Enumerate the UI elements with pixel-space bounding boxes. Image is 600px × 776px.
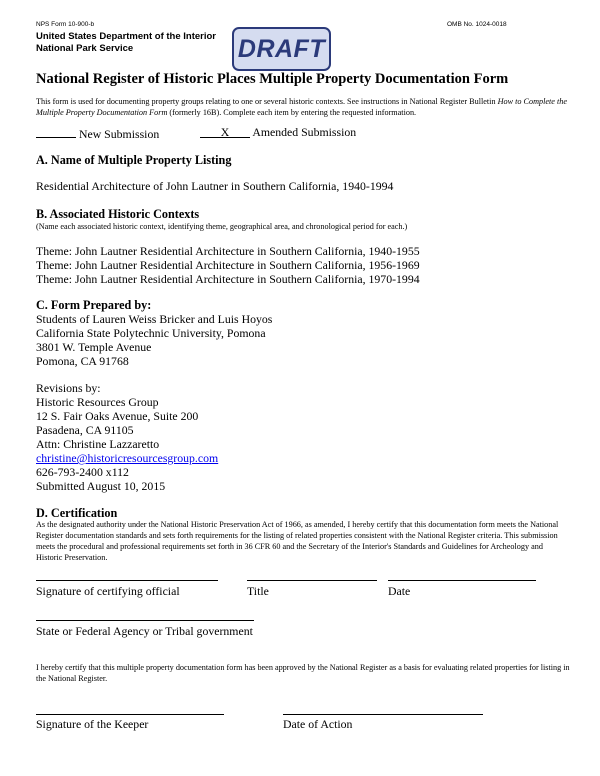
omb-number: OMB No. 1024-0018 (447, 21, 507, 28)
preparer-line: Pomona, CA 91768 (36, 354, 129, 368)
new-submission-label: New Submission (78, 127, 160, 141)
date-line[interactable] (388, 580, 536, 581)
draft-stamp (232, 27, 331, 71)
intro-text-end: (formerly 16B). Complete each item by entering the requested information. (167, 108, 417, 117)
amended-submission-mark: X (200, 125, 250, 138)
submitted-date: Submitted August 10, 2015 (36, 479, 166, 493)
title-line[interactable] (247, 580, 377, 581)
intro-text (36, 96, 570, 118)
page-title: National Register of Historic Places Multiple Property Documentation Form (36, 71, 509, 87)
approval-text: I hereby certify that this multiple property documentation form has been approved by the National Register as a basis for evaluating related properties for listing in the National Register. (36, 663, 570, 683)
section-b-instructions: (Name each associated historic context, identifying theme, geographical area, and chronological period for each.) (36, 222, 408, 231)
amended-submission-option[interactable] (200, 125, 356, 140)
revision-line: Attn: Christine Lazzaretto (36, 437, 160, 451)
date-label: Date (388, 584, 411, 598)
official-signature-label: Signature of certifying official (36, 584, 180, 598)
section-b-heading: B. Associated Historic Contexts (36, 207, 200, 221)
service-name: National Park Service (36, 43, 134, 54)
revisions-label: Revisions by: (36, 381, 101, 395)
new-submission-mark (36, 125, 76, 138)
amended-submission-label: Amended Submission (252, 125, 357, 139)
certification-text: As the designated authority under the National Historic Preservation Act of 1966, as amended, I hereby certify that this documentation form meets the National Register documentation standards and sets forth requirements for the listing of related properties consistent with the National Register criteria. This submission meets the procedural and professional requirements set forth in 36 CFR 60 and the Secretary of the Interior's Standards and Guidelines for Archeology and Historic Preservation. (36, 520, 559, 562)
form-number: NPS Form 10-900-b (36, 21, 95, 28)
revision-line: Historic Resources Group (36, 395, 159, 409)
keeper-signature-label: Signature of the Keeper (36, 717, 149, 731)
section-a-heading: A. Name of Multiple Property Listing (36, 153, 232, 167)
new-submission-option[interactable] (36, 125, 159, 142)
preparer-line: 3801 W. Temple Avenue (36, 340, 152, 354)
revision-line: 12 S. Fair Oaks Avenue, Suite 200 (36, 409, 199, 423)
revision-line: Pasadena, CA 91105 (36, 423, 134, 437)
preparer-line: Students of Lauren Weiss Bricker and Luis Hoyos (36, 312, 273, 326)
agency-line[interactable] (36, 620, 254, 621)
preparer-line: California State Polytechnic University, Pomona (36, 326, 266, 340)
section-c-heading: C. Form Prepared by: (36, 298, 152, 312)
action-date-line[interactable] (283, 714, 483, 715)
contact-email-link[interactable]: christine@historicresourcesgroup.com (36, 451, 219, 465)
section-d-heading: D. Certification (36, 506, 118, 520)
intro-text-start: This form is used for documenting property groups relating to one or several historic contexts. See instructions in National Register Bulletin (36, 97, 498, 106)
property-listing-name: Residential Architecture of John Lautner in Southern California, 1940-1994 (36, 179, 394, 193)
keeper-signature-line[interactable] (36, 714, 224, 715)
official-signature-line[interactable] (36, 580, 218, 581)
draft-stamp-text: DRAFT (237, 34, 326, 63)
contact-phone: 626-793-2400 x112 (36, 465, 129, 479)
department-name: United States Department of the Interior (36, 31, 216, 42)
title-label: Title (247, 584, 269, 598)
theme-item: Theme: John Lautner Residential Architecture in Southern California, 1970-1994 (36, 272, 420, 286)
theme-item: Theme: John Lautner Residential Architecture in Southern California, 1956-1969 (36, 258, 420, 272)
agency-label: State or Federal Agency or Tribal government (36, 624, 253, 638)
intro-bulletin-title: How to Complete the Multiple Property Documentation Form (36, 97, 567, 117)
theme-item: Theme: John Lautner Residential Architecture in Southern California, 1940-1955 (36, 244, 420, 258)
action-date-label: Date of Action (283, 717, 353, 731)
